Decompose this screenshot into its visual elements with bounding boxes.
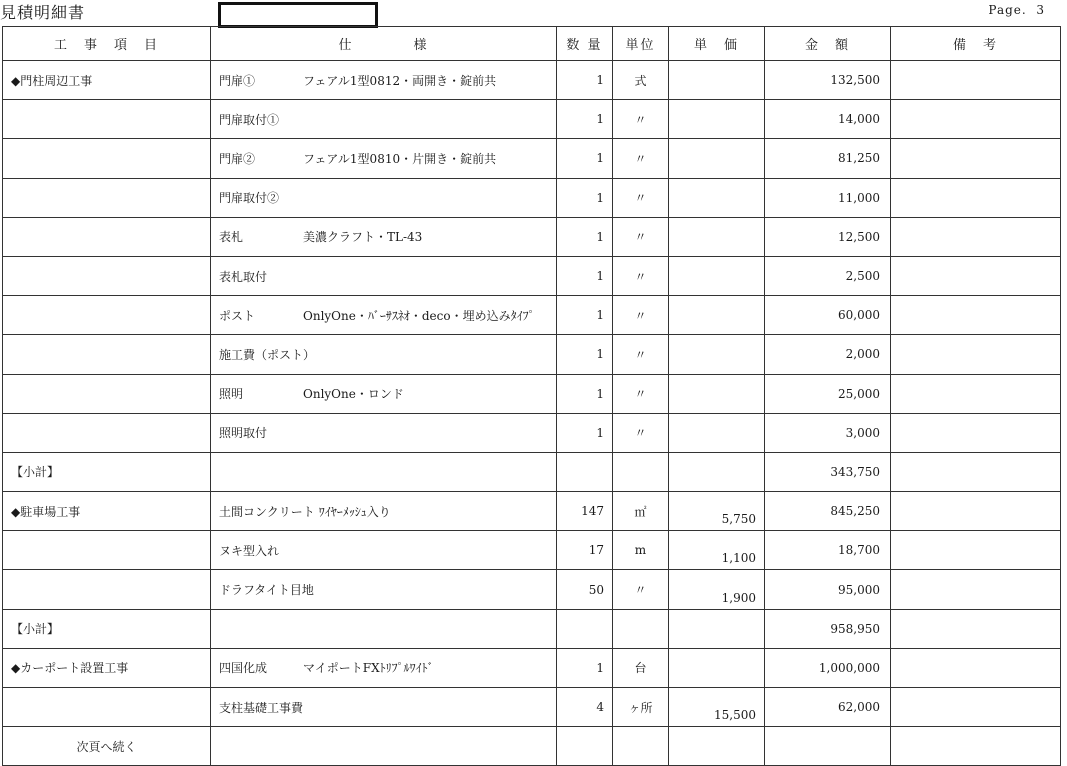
cell-qty: 1 [557,139,613,178]
cell-remarks [891,648,1061,687]
cell-unit-price [669,256,765,295]
cell-remarks [891,139,1061,178]
cell-spec [211,413,557,452]
table-row [3,61,1061,100]
cell-spec [211,335,557,374]
cell-item [3,296,211,335]
cell-qty: 1 [557,335,613,374]
cell-qty: 1 [557,217,613,256]
cell-remarks [891,492,1061,531]
cell-amount: 958,950 [765,609,891,648]
cell-item: ◆カーポート設置工事 [3,648,211,687]
cell-amount: 62,000 [765,688,891,727]
cell-amount: 60,000 [765,296,891,335]
cell-unit: 〃 [613,256,669,295]
cell-remarks [891,374,1061,413]
cell-item [3,335,211,374]
cell-remarks [891,178,1061,217]
cell-remarks [891,256,1061,295]
table-row [3,648,1061,687]
cell-unit-price: 1,100 [669,531,765,570]
cell-remarks [891,531,1061,570]
cell-spec [211,492,557,531]
cell-item [3,178,211,217]
cell-qty: 1 [557,374,613,413]
spec-main: 照明 [219,387,244,402]
cell-amount: 12,500 [765,217,891,256]
table-row [3,570,1061,609]
cell-unit: 台 [613,648,669,687]
cell-spec [211,374,557,413]
cell-item [3,374,211,413]
table-row [3,139,1061,178]
cell-unit-price [669,100,765,139]
header-item: 工 事 項 目 [3,27,211,61]
spec-detail: マイポートFXﾄﾘﾌﾟﾙﾜｲﾄﾞ [303,661,434,676]
document-title: 見積明細書 [0,3,86,22]
table-row [3,688,1061,727]
spec-main: 門扉② [219,151,256,166]
header-amount: 金 額 [765,27,891,61]
cell-unit: 〃 [613,178,669,217]
cell-item [3,413,211,452]
cell-qty [557,452,613,491]
cell-qty [557,609,613,648]
spec-detail: フェアル1型0812・両開き・錠前共 [303,73,497,88]
cell-remarks [891,335,1061,374]
cell-qty: 1 [557,178,613,217]
cell-unit-price [669,413,765,452]
table-row [3,335,1061,374]
spec-main: 表札 [219,230,244,245]
cell-amount: 11,000 [765,178,891,217]
spec-main: 土間コンクリート [219,504,315,519]
cell-qty: 1 [557,413,613,452]
cell-unit [613,452,669,491]
spec-main: ドラフタイト目地 [219,583,314,598]
cell-spec [211,217,557,256]
page-indicator [988,3,1045,17]
table-row [3,413,1061,452]
cell-remarks [891,100,1061,139]
cell-item [3,139,211,178]
page-number: 3 [1036,3,1045,17]
spec-main: 表札取付 [219,269,268,284]
spec-detail: OnlyOne・ロンド [303,387,404,402]
cell-spec [211,609,557,648]
cell-spec [211,296,557,335]
cell-unit: 〃 [613,374,669,413]
spec-main: 支柱基礎工事費 [219,700,304,715]
cell-unit: 〃 [613,296,669,335]
table-row [3,217,1061,256]
cell-qty: 1 [557,61,613,100]
cell-unit-price [669,139,765,178]
cell-qty: 17 [557,531,613,570]
table-row [3,492,1061,531]
cell-amount: 343,750 [765,452,891,491]
cell-qty: 50 [557,570,613,609]
table-row [3,727,1061,766]
cell-unit [613,609,669,648]
cell-unit-price: 1,900 [669,570,765,609]
cell-unit-price [669,452,765,491]
cell-unit-price [669,374,765,413]
cell-remarks [891,217,1061,256]
cell-unit: 〃 [613,335,669,374]
cell-spec [211,256,557,295]
cell-unit: ㎡ [613,492,669,531]
cell-unit: 式 [613,61,669,100]
table-row [3,178,1061,217]
cell-unit: ヶ所 [613,688,669,727]
spec-main: 施工費（ポスト） [219,347,316,362]
cell-item: 【小計】 [3,452,211,491]
cell-remarks [891,61,1061,100]
header-unit-price: 単 価 [669,27,765,61]
cell-unit-price [669,335,765,374]
spec-main: ポスト [219,308,256,323]
cell-item [3,688,211,727]
cell-spec [211,570,557,609]
cell-spec [211,727,557,766]
cell-unit-price [669,727,765,766]
cell-spec [211,100,557,139]
cell-unit-price: 15,500 [669,688,765,727]
cell-amount [765,727,891,766]
cell-unit-price [669,217,765,256]
cell-item: 【小計】 [3,609,211,648]
cell-spec [211,688,557,727]
cell-item [3,570,211,609]
cell-remarks [891,609,1061,648]
spec-detail: 美濃クラフト・TL-43 [303,230,423,245]
cell-qty: 1 [557,100,613,139]
cell-item [3,100,211,139]
spec-main: 照明取付 [219,426,268,441]
cell-remarks [891,452,1061,491]
cell-unit [613,727,669,766]
cell-remarks [891,570,1061,609]
cell-qty: 1 [557,648,613,687]
cell-amount: 132,500 [765,61,891,100]
cell-item [3,217,211,256]
cell-remarks [891,688,1061,727]
cell-unit-price [669,648,765,687]
page-label: Page. [988,3,1027,17]
cell-item [3,531,211,570]
spec-main: 四国化成 [219,661,268,676]
cell-spec [211,648,557,687]
cell-unit: 〃 [613,413,669,452]
spec-main: 門扉① [219,73,256,88]
cell-amount: 18,700 [765,531,891,570]
table-row [3,374,1061,413]
cell-unit: 〃 [613,570,669,609]
spec-main: 門扉取付② [219,191,280,206]
cell-remarks [891,296,1061,335]
cell-unit: 〃 [613,217,669,256]
cell-qty: 1 [557,296,613,335]
header-remarks: 備 考 [891,27,1061,61]
cell-qty: 147 [557,492,613,531]
estimate-table [2,26,1061,766]
header-unit: 単位 [613,27,669,61]
table-row [3,452,1061,491]
spec-main: 門扉取付① [219,112,280,127]
cell-spec [211,531,557,570]
cell-amount: 3,000 [765,413,891,452]
table-row [3,296,1061,335]
cell-unit: 〃 [613,100,669,139]
spec-detail: ﾜｲﾔｰﾒｯｼｭ入り [318,504,391,519]
header-spec: 仕 様 [211,27,557,61]
cell-qty [557,727,613,766]
cell-unit-price [669,609,765,648]
spec-detail: OnlyOne・ﾊﾞｰｻｽﾈｵ・deco・埋め込みﾀｲﾌﾟ [303,308,535,323]
cell-item: ◆門柱周辺工事 [3,61,211,100]
cell-remarks [891,413,1061,452]
spec-detail: フェアル1型0810・片開き・錠前共 [303,151,497,166]
cell-amount: 81,250 [765,139,891,178]
cell-unit-price [669,296,765,335]
cell-amount: 14,000 [765,100,891,139]
cell-amount: 95,000 [765,570,891,609]
cell-unit-price [669,178,765,217]
header-qty: 数 量 [557,27,613,61]
cell-qty: 1 [557,256,613,295]
cell-amount: 2,500 [765,256,891,295]
cell-amount: 2,000 [765,335,891,374]
cell-amount: 845,250 [765,492,891,531]
table-row [3,531,1061,570]
table-header-row [3,27,1061,61]
spec-main: ヌキ型入れ [219,543,280,558]
table-row [3,256,1061,295]
table-row [3,609,1061,648]
cell-unit: m [613,531,669,570]
cell-amount: 25,000 [765,374,891,413]
cell-spec [211,452,557,491]
cell-spec [211,61,557,100]
cell-item: ◆駐車場工事 [3,492,211,531]
cell-item [3,256,211,295]
redacted-box [218,2,378,28]
cell-item: 次頁へ続く [3,727,211,766]
table-row [3,100,1061,139]
cell-spec [211,139,557,178]
cell-amount: 1,000,000 [765,648,891,687]
cell-qty: 4 [557,688,613,727]
cell-unit: 〃 [613,139,669,178]
cell-remarks [891,727,1061,766]
cell-unit-price [669,61,765,100]
cell-spec [211,178,557,217]
cell-unit-price: 5,750 [669,492,765,531]
